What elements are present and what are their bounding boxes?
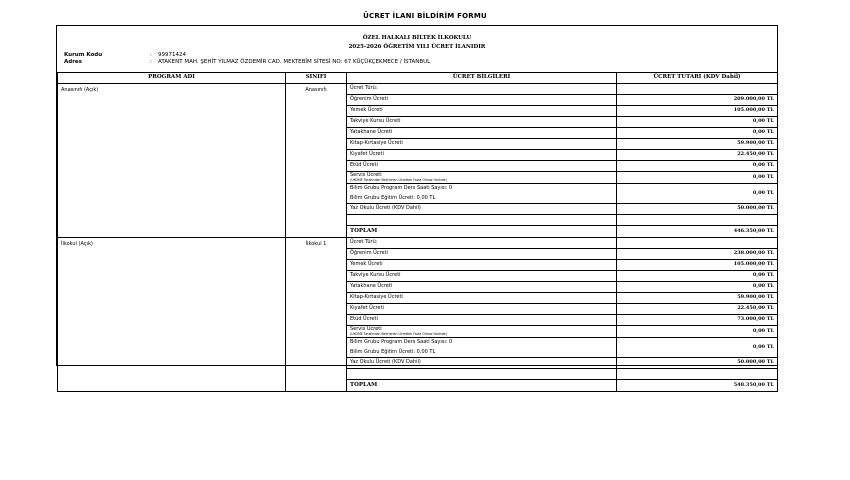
form-container [56, 25, 778, 388]
institution-meta [64, 52, 430, 66]
fee-amount: 0,00 TL [617, 271, 778, 282]
fee-amount: 22.450,00 TL [617, 150, 778, 161]
fee-label: Yatakhane Ücreti [347, 282, 617, 293]
fee-note: (UKOME Tarafından Belirlenen Ücretten Fazla Olmaz Halinde) [350, 178, 447, 183]
fee-label: Servis Ücreti [350, 171, 382, 178]
fee-label: Yaz Okulu Ücreti (KDV Dahil) [347, 204, 617, 215]
fee-amount: 105.000,00 TL [617, 106, 778, 117]
fee-amount: 0,00 TL [617, 117, 778, 128]
bilsem-hours: Bilim Grubu Program Ders Saati Sayısı: 0 [350, 185, 453, 191]
fee-label: Yemek Ücreti [347, 106, 617, 117]
fee-label: Yemek Ücreti [347, 260, 617, 271]
fee-amount: 0,00 TL [617, 282, 778, 293]
form-title: ÜCRET İLANI BİLDİRİM FORMU [363, 12, 487, 20]
total-label: TOPLAM [347, 226, 617, 238]
fee-amount: 0,00 TL [617, 172, 778, 184]
adres-value: ATAKENT MAH. ŞEHİT YILMAZ ÖZDEMİR CAD. MEKTEBİM SİTESİ NO: 67 KÜÇÜKÇEKMECE / İSTANBUL [158, 59, 431, 65]
fee-amount: 59.900,00 TL [617, 293, 778, 304]
table-row [58, 84, 778, 95]
header-class: SINIFI [286, 73, 347, 84]
school-name: ÖZEL HALKALI BİLTEK İLKOKULU [362, 35, 472, 41]
program-name: İlkokul (Açık) [58, 238, 286, 392]
program-class: Anasınıfı [286, 84, 347, 238]
header-fee-info: ÜCRET BİLGİLERİ [347, 73, 617, 84]
fee-amount: 0,00 TL [617, 326, 778, 338]
fee-label: Takviye Kursu Ücreti [347, 117, 617, 128]
school-header [57, 34, 777, 52]
program-name: Anasınıfı (Açık) [58, 84, 286, 238]
bilsem-fee: Bilim Grubu Eğitim Ücreti: 0,00 TL [350, 194, 436, 201]
fee-amount: 238.000,00 TL [617, 249, 778, 260]
fee-amount: 59.900,00 TL [617, 139, 778, 150]
bilsem-hours: Bilim Grubu Program Ders Saati Sayısı: 0 [350, 339, 453, 345]
fee-label: Yaz Okulu Ücreti (KDV Dahil) [347, 358, 617, 369]
fee-label: Yatakhane Ücreti [347, 128, 617, 139]
total-amount: 446.350,00 TL [617, 226, 778, 238]
bilsem-fee: Bilim Grubu Eğitim Ücreti: 0,00 TL [350, 348, 436, 355]
fee-note: (UKOME Tarafından Belirlenen Ücretten Fazla Olmaz Halinde) [350, 332, 447, 337]
fee-amount: 0,00 TL [617, 128, 778, 139]
program-block [58, 238, 778, 392]
fee-type-label: Ücret Türü: [347, 84, 617, 95]
total-amount: 548.350,00 TL [617, 380, 778, 392]
fee-table [57, 72, 778, 392]
fee-amount: 0,00 TL [617, 184, 778, 204]
fee-label: Etüd Ücreti [347, 161, 617, 172]
fee-label: Kıyafet Ücreti [347, 150, 617, 161]
table-row [58, 238, 778, 249]
kurum-kodu-label: Kurum Kodu [64, 52, 103, 58]
academic-year: 2025-2026 ÖĞRETİM YILI ÜCRET İLANIDIR [348, 44, 486, 50]
fee-label: Kitap-Kırtasiye Ücreti [347, 139, 617, 150]
header-program: PROGRAM ADI [58, 73, 286, 84]
fee-amount: 105.000,00 TL [617, 260, 778, 271]
fee-label: Takviye Kursu Ücreti [347, 271, 617, 282]
fee-label: Etüd Ücreti [347, 315, 617, 326]
fee-label: Kıyafet Ücreti [347, 304, 617, 315]
fee-amount: 209.000,00 TL [617, 95, 778, 106]
fee-amount: 50.000,00 TL [617, 358, 778, 369]
total-label: TOPLAM [347, 380, 617, 392]
fee-label: Kitap-Kırtasiye Ücreti [347, 293, 617, 304]
program-block [58, 84, 778, 238]
fee-amount: 0,00 TL [617, 338, 778, 358]
fee-amount: 50.000,00 TL [617, 204, 778, 215]
adres-label: Adres [64, 59, 82, 65]
colon: : [150, 59, 152, 65]
fee-amount: 73.000,00 TL [617, 315, 778, 326]
kurum-kodu-value: 99971424 [158, 52, 186, 58]
colon: : [150, 52, 152, 58]
fee-amount: 0,00 TL [617, 161, 778, 172]
table-header-row [58, 73, 778, 84]
fee-label: Servis Ücreti [350, 325, 382, 332]
fee-label: Öğrenim Ücreti [347, 95, 617, 106]
program-class: İlkokul 1 [286, 238, 347, 392]
fee-label: Öğrenim Ücreti [347, 249, 617, 260]
header-fee-amount: ÜCRET TUTARI (KDV Dahil) [617, 73, 778, 84]
fee-amount: 22.450,00 TL [617, 304, 778, 315]
fee-type-label: Ücret Türü: [347, 238, 617, 249]
